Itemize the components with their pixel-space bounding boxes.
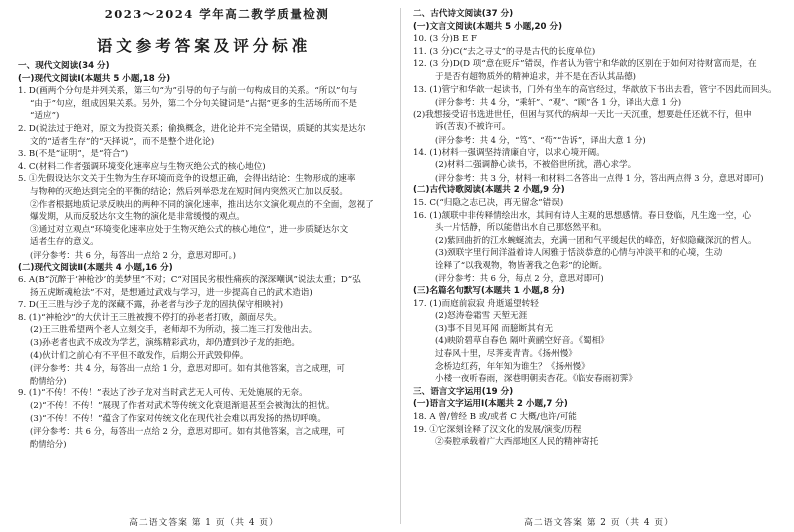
answer-line: (评分参考：共 4 分，“笃”、“苟”“告诉”，译出大意 1 分) bbox=[435, 134, 646, 145]
answer-line: 诉(苦衷)不被许可。 bbox=[435, 122, 511, 133]
answer-line: (2)“不传！不传！”展现了作者对武术等传统文化衰退渐退甚至会被淘汰的担忧。 bbox=[30, 401, 335, 412]
answer-line: ②作者根据地质记录反映出的两种不同的演化速率，推出达尔文演化观点的不全面，忽视了 bbox=[30, 199, 374, 210]
answer-line: ②奏腔承载着广大西部地区人民的精神寄托 bbox=[435, 437, 599, 448]
answer-line: (评分参考：共 6 分，每点 2 分，意思对即可) bbox=[435, 273, 604, 284]
answer-line: 19. ①它深刻诠释了汉文化的发展/演变/历程 bbox=[413, 424, 582, 435]
answer-line: 6. A(B“沉醉于‘神枪沙’的美梦里”不对；C“对国民劣根性痛疾的深深嘲讽”说法太重；D“弘 bbox=[18, 275, 361, 286]
answer-line: 爆发期，从而反驳达尔文生物的演化是非常缓慢的观点。 bbox=[30, 212, 245, 223]
answer-line: 4. C(材料二作者强调环境变化速率应与生物灭绝公式的核心地位) bbox=[18, 161, 266, 172]
answer-line: 9. (1)“不传！不传！”表达了沙子龙对当时武艺无人可传、无处施展的无奈。 bbox=[18, 388, 308, 399]
answer-line: (评分参考：共 4 分，“乘轩”、“观”、“顾”各 1 分，译出大意 1 分) bbox=[435, 97, 682, 108]
answer-line: (评分参考：共 3 分，材料一和材料二各答出一点得 1 分，答出两点得 3 分，意思对即可) bbox=[435, 172, 764, 183]
answer-line: 17. (1)而庭前寂寂 舟逝遥望转轻 bbox=[413, 298, 539, 309]
answer-line: 念桥边红药，年年知为谁生？《扬州慢》 bbox=[435, 361, 590, 372]
answer-line: (4)映阶碧草自春色 隔叶黄鹂空好音。《蜀相》 bbox=[435, 336, 609, 347]
answer-line: 扬五虎断魂枪法”不对，是想通过武戏与学习，进一步提高自己的武术造诣) bbox=[30, 287, 313, 298]
answer-line: (3)事不目见耳闻 而臆断其有无 bbox=[435, 323, 554, 334]
answer-line: 文的“适者生存”的“天择说”，而不是整个进化论) bbox=[30, 136, 215, 147]
answer-line: 11. (3 分)C(“去之寻丈”的寻是古代的长度单位) bbox=[413, 46, 596, 57]
answer-line: “由于”句应，组成因果关系。另外，第二个分句关键词是“占据”更多的生活场所而不是 bbox=[30, 98, 357, 109]
answer-line: 2. D(说法过于绝对，原文为投资关系；偷换概念，进化论并不完全错误，质疑的其实是达尔 bbox=[18, 123, 366, 134]
answer-line: 8. (1)“神枪沙”的大伏计王三胜被搜不停打的孙老者打败，颜面尽失。 bbox=[18, 312, 282, 323]
answer-line: 适者生存的意义。 bbox=[30, 237, 99, 248]
answer-line: (2)怒涛卷霜雪 天堑无涯 bbox=[435, 311, 528, 322]
answer-line: (2)紫回曲折的江水蜿蜒流去，充满一团和气平缓起伏的峰峦，好似隐藏深沉的哲人。 bbox=[435, 235, 757, 246]
footer-page-2: 高二语文答案 第 2 页（共 4 页） bbox=[524, 518, 674, 528]
answer-line: 3. B(不是“证明”，是“符合”) bbox=[18, 149, 129, 160]
section-heading: (三)名篇名句默写(本题共 1 小题,8 分) bbox=[413, 286, 565, 297]
section-heading: (二)现代文阅读Ⅱ(本题共 4 小题,16 分) bbox=[18, 262, 173, 273]
answer-line: 13. (1)管宁和华歆一起读书，门外有坐车的高官经过，华歆放下书出去看，管宁不因此而回头。 bbox=[413, 84, 777, 95]
answer-line: (评分参考：共 4 分，每答出一点给 1 分，意思对即可。如有其他答案，言之成理，可 bbox=[30, 363, 345, 374]
answer-line: (3)“不传！不传！”蕴含了作家对传统文化在现代社会难以再发扬的热切呼唤。 bbox=[30, 413, 326, 424]
answer-line: 7. D(王三胜与沙子龙的深藏不露，孙老者与沙子龙的固执保守相映衬) bbox=[18, 300, 284, 311]
answer-line: 18. A 曾/曾经 B 或/或者 C 大概/也许/可能 bbox=[413, 412, 577, 422]
answer-line: (评分参考：共 6 分，每答出一点给 2 分，意思对即可。如有其他答案，言之成理，可 bbox=[30, 426, 345, 437]
answer-line: 10. (3 分)B E F bbox=[413, 34, 477, 45]
answer-line: 酌情给分) bbox=[30, 375, 67, 386]
answer-line: ③通过对立观点“环境变化速率应处于生物灭绝公式的核心地位”，进一步质疑达尔文 bbox=[30, 224, 349, 235]
answer-line: 小楼一夜听春雨，深巷明朝卖杏花。《临安春雨初霁》 bbox=[435, 374, 637, 385]
section-heading: 二、古代诗文阅读(37 分) bbox=[413, 9, 514, 19]
footer-page-1: 高二语文答案 第 1 页（共 4 页） bbox=[129, 518, 279, 528]
page-2 bbox=[413, 0, 785, 532]
answer-list-page-1 bbox=[18, 60, 390, 450]
section-heading: (一)现代文阅读Ⅰ(本题共 5 小题,18 分) bbox=[18, 73, 171, 84]
section-heading: (二)古代诗歌阅读(本题共 2 小题,9 分) bbox=[413, 185, 565, 196]
page-title: 语文参考答案及评分标准 bbox=[96, 37, 312, 55]
answer-line: “适应”) bbox=[30, 111, 60, 122]
section-heading: 三、语言文字运用(19 分) bbox=[413, 386, 514, 397]
answer-line: 于是否有超物质外的精神追求，并不是在否认其品德) bbox=[435, 71, 637, 82]
answer-line: 15. C(“归隐之志已决，再无留念”错误) bbox=[413, 197, 564, 208]
answer-line: 16. (1)颔联中非传释情绘出水，其间有诗人主观的思想感情。春日登临，凡生逸一空，心 bbox=[413, 210, 751, 221]
answer-line: (评分参考：共 6 分，每答出一点给 2 分，意思对即可。) bbox=[30, 249, 236, 260]
answer-line: (3)孙老者也武不成改为学艺，演练精彩武功，却仍遭到沙子龙的拒绝。 bbox=[30, 338, 300, 349]
answer-line: 1. D(画两个分句是并列关系，第三句“为”引导的句子与前一句构成目的关系。“所以”句与 bbox=[18, 86, 358, 97]
answer-list-page-2 bbox=[413, 8, 785, 449]
answer-line: 5. ①先假设达尔文关于生物为生存环境而竞争的设想正确，会得出结论：生物形成的速率 bbox=[18, 174, 356, 185]
answer-line: 过春风十里，尽荠麦青青。《扬州慢》 bbox=[435, 349, 577, 360]
answer-line: (4)伙计们之前心有不平但不敢发作，后期公开武毁仰俸。 bbox=[30, 350, 249, 361]
exam-header: 2023～2024 学年高二教学质量检测 bbox=[104, 7, 330, 21]
answer-line: 14. (1)材料一强调坚持清廉自守，以求心境开阔。 bbox=[413, 147, 605, 158]
page-1 bbox=[18, 0, 390, 532]
answer-line: (3)颈联字里行间洋溢着诗人闲雅于恬淡恭意的心情与冲淡平和的心境，生动 bbox=[435, 248, 723, 259]
answer-line: 与物种的灭绝达到完全的平衡的结论；然后列举恐龙在短时间内突然灭亡加以反驳。 bbox=[30, 186, 348, 197]
answer-line: 诠释了“以我观物，物皆著我之色彩”的论断。 bbox=[435, 260, 608, 271]
page-divider bbox=[400, 8, 401, 524]
answer-line: (2)我想接受诏书选进世任，但困与冥代的病却一天比一天沉重，想要赴任还就不行，但申 bbox=[413, 109, 752, 120]
answer-line: 酌情给分) bbox=[30, 438, 67, 449]
answer-line: 12. (3 分)D(D 项“意在贬斥”错误，作者认为管宁和华歆的区别在于如何对待财富而是，在 bbox=[413, 59, 757, 70]
section-heading: (一)语言文字运用Ⅰ(本题共 2 小题,7 分) bbox=[413, 399, 568, 410]
answer-line: (2)王三胜希望两个老人立刻交手，老师却不为所动，接二连三打发他出去。 bbox=[30, 325, 318, 336]
answer-line: 头一片恬静，所以能借出水自己那悠然平和。 bbox=[435, 223, 607, 234]
answer-line: (2)材料二强调静心读书，不被俗世所扰，潜心求学。 bbox=[435, 160, 637, 171]
section-heading: 一、现代文阅读(34 分) bbox=[18, 61, 110, 71]
section-heading: (一)文言文阅读(本题共 5 小题,20 分) bbox=[413, 21, 563, 32]
